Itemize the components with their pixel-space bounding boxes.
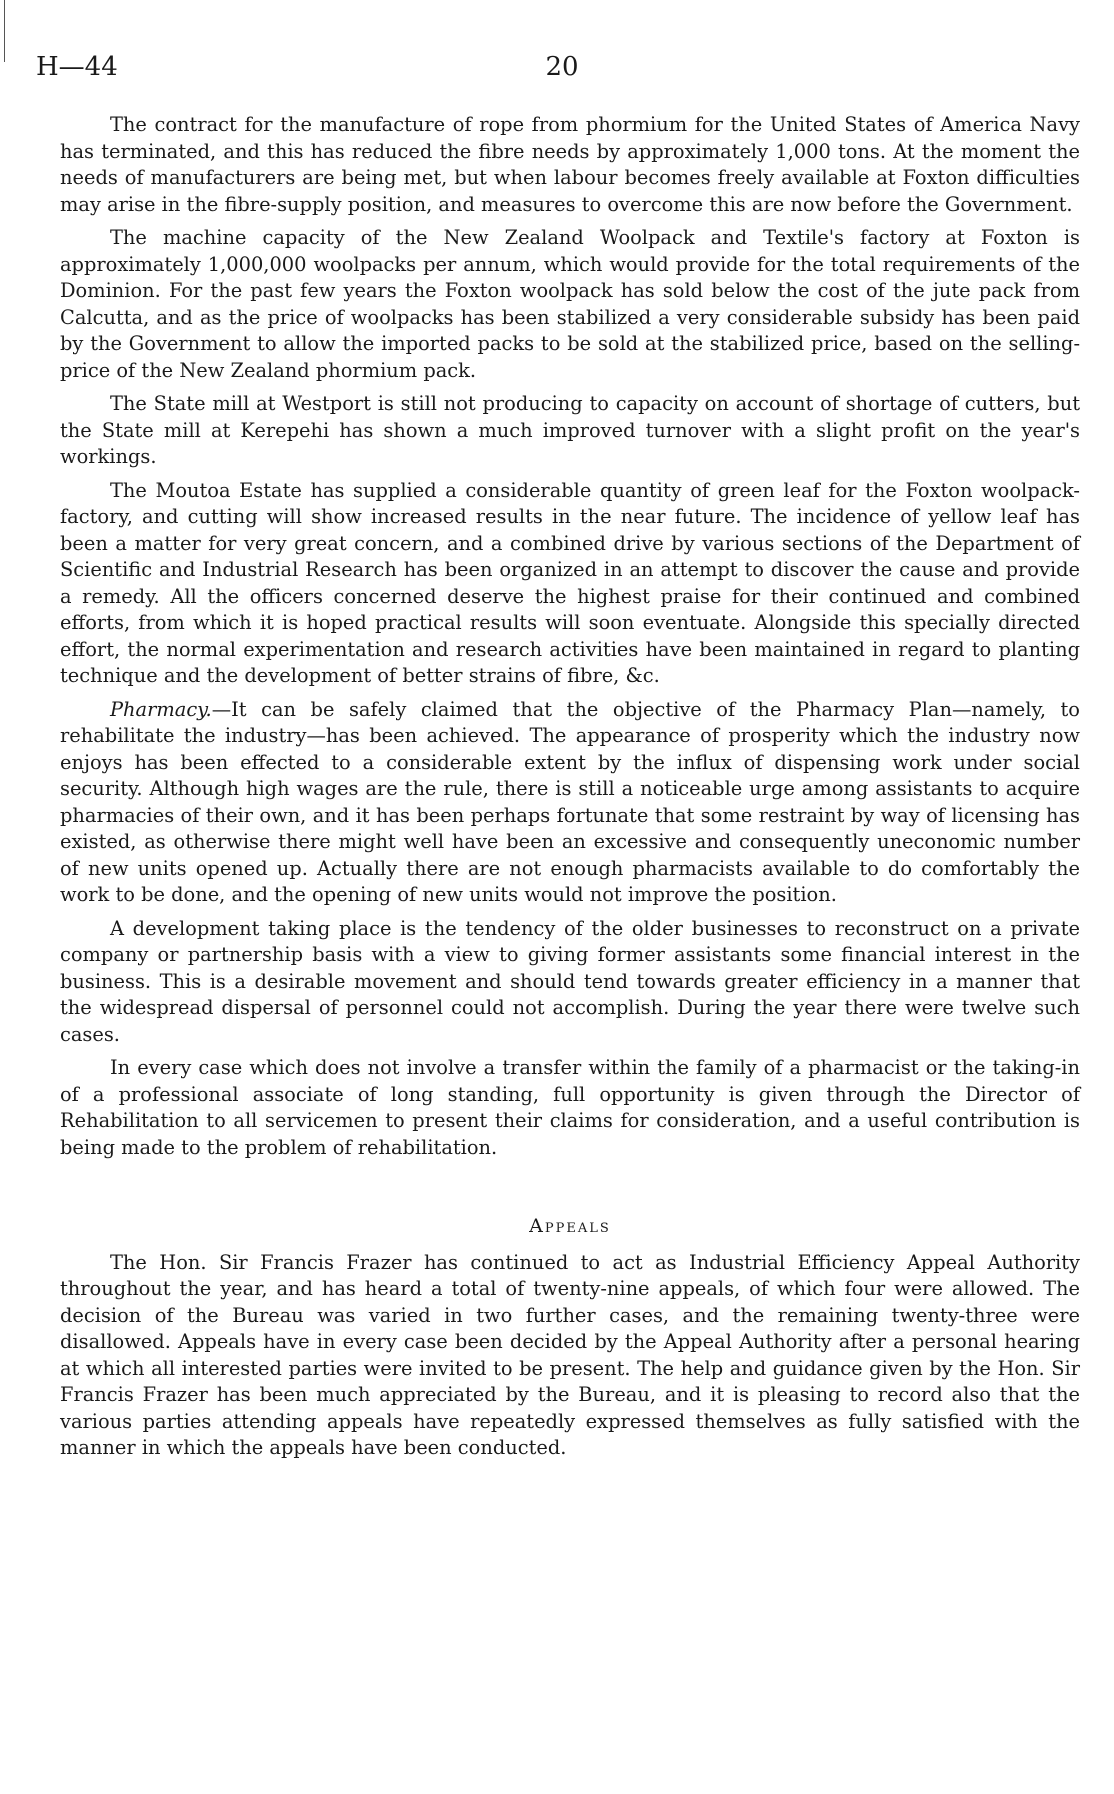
document-reference: H—44	[36, 52, 118, 82]
paragraph-state-mills: The State mill at Westport is still not producing to capacity on account of shortage of cutters, but the State mill at Kerepehi has shown a much improved turnover with a slight profit on the year's workings.	[60, 392, 1080, 468]
page-number: 20	[545, 52, 579, 82]
pharmacy-lead-in: Pharmacy.	[110, 697, 212, 721]
paragraph-appeals: The Hon. Sir Francis Frazer has continued to act as Industrial Efficiency Appeal Authority throughout the year, and has heard a total of twenty-nine appeals, of which four were allowed. The decision of the Bureau was varied in two further cases, and the remaining twenty-three were disallowed. Appeals have in every case been decided by the Appeal Authority after a personal hearing at which all interested parties were invited to be present. The help and guidance given by the Hon. Sir Francis Frazer has been much appreciated by the Bureau, and it is pleasing to record also that the various parties attending appeals have repeatedly expressed themselves as fully satisfied with the manner in which the appeals have been conducted.	[60, 1250, 1080, 1459]
paragraph-rope-contract: The contract for the manufacture of rope from phormium for the United States of America Navy has terminated, and this has reduced the fibre needs by approximately 1,000 tons. At the moment the needs of manufacturers are being met, but when labour becomes freely available at Foxton difficulties may arise in the fibre-supply position, and measures to overcome this are now before the Government.	[60, 113, 1080, 216]
page-header	[36, 52, 1088, 92]
margin-rule	[4, 0, 5, 62]
paragraph-development: A development taking place is the tendency of the older businesses to reconstruct on a private company or partnership basis with a view to giving former assistants some financial interest in the business. This is a desirable movement and should tend towards greater efficiency in a manner that the widespread dispersal of personnel could not accomplish. During the year there were twelve such cases.	[60, 916, 1080, 1046]
pharmacy-text: —It can be safely claimed that the objective of the Pharmacy Plan—namely, to rehabilitate the industry—has been achieved. The appearance of prosperity which the industry now enjoys has been effected to a considerable extent by the influx of dispensing work under social security. Although high wages are the rule, there is still a noticeable urge among assistants to acquire pharmacies of their own, and it has been perhaps fortunate that some restraint by way of licensing has existed, as otherwise there might well have been an excessive and consequently uneconomic number of new units opened up. Actually there are not enough pharmacists available to do comfortably the work to be done, and the opening of new units would not improve the position.	[60, 697, 1080, 906]
paragraph-woolpack-factory: The machine capacity of the New Zealand Woolpack and Textile's factory at Foxton is approximately 1,000,000 woolpacks per annum, which would provide for the total requirements of the Dominion. For the past few years the Foxton woolpack has sold below the cost of the jute pack from Calcutta, and as the price of woolpacks has been stabilized a very considerable subsidy has been paid by the Government to allow the imported packs to be sold at the stabilized price, based on the selling-price of the New Zealand phormium pack.	[60, 226, 1080, 382]
body-text	[60, 112, 1080, 1469]
section-heading-appeals: Appeals	[529, 1215, 611, 1237]
paragraph-rehabilitation: In every case which does not involve a transfer within the family of a pharmacist or the taking-in of a professional associate of long standing, full opportunity is given through the Director of Rehabilitation to all servicemen to present their claims for consideration, and a useful contribution is being made to the problem of rehabilitation.	[60, 1056, 1080, 1159]
paragraph-moutoa-estate: The Moutoa Estate has supplied a considerable quantity of green leaf for the Foxton woolpack-factory, and cutting will show increased results in the near future. The incidence of yellow leaf has been a matter for very great concern, and a combined drive by various sections of the Department of Scientific and Industrial Research has been organized in an attempt to discover the cause and provide a remedy. All the officers concerned deserve the highest praise for their continued and combined efforts, from which it is hoped practical results will soon eventuate. Alongside this specially directed effort, the normal experimentation and research activities have been maintained in regard to planting technique and the development of better strains of fibre, &c.	[60, 478, 1080, 687]
paragraph-pharmacy	[60, 697, 1080, 909]
